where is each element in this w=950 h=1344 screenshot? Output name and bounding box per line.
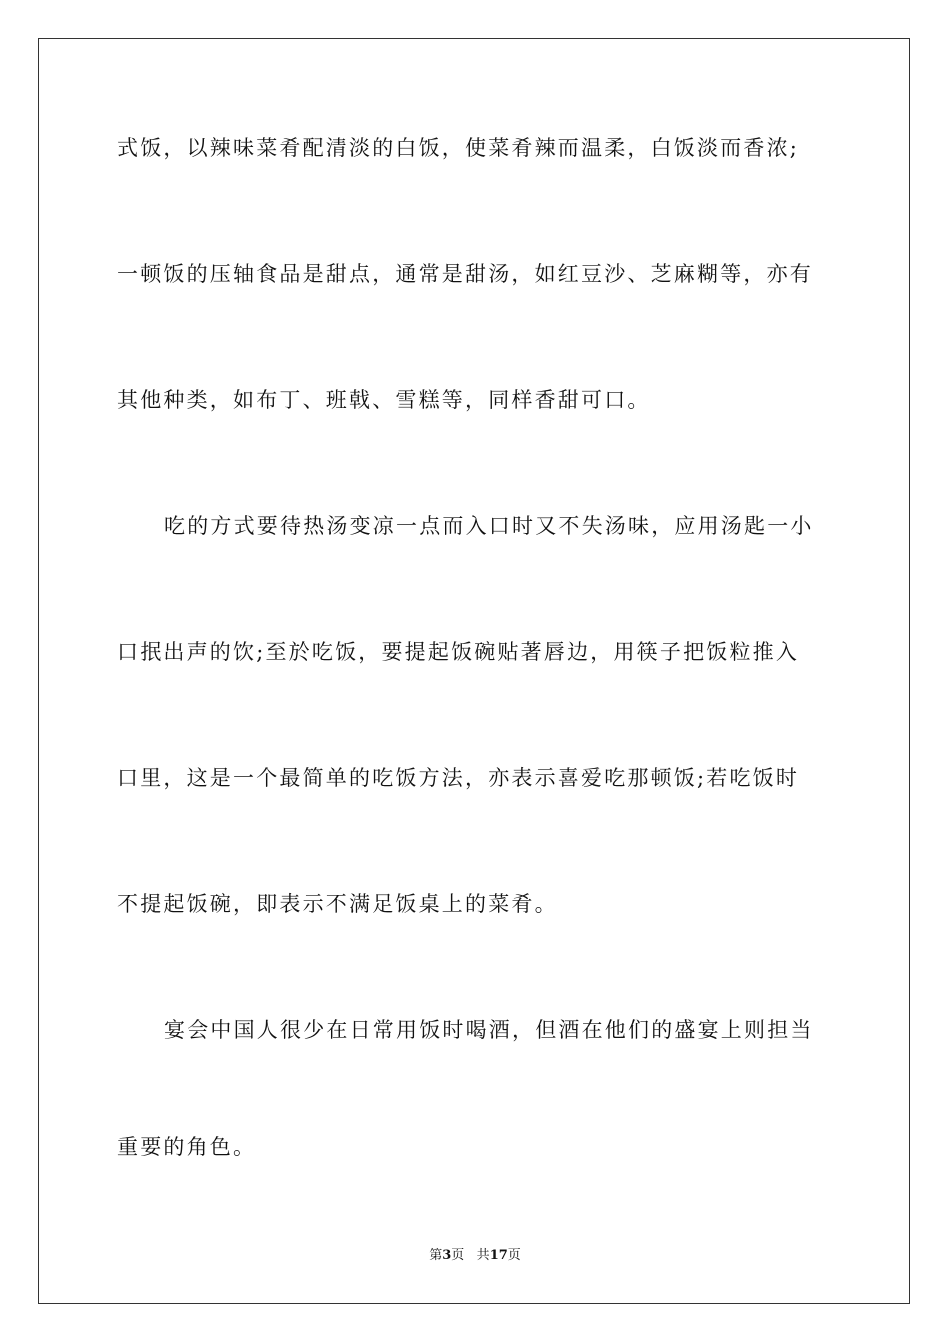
body-text-line: 重要的角色。 <box>117 1135 257 1159</box>
body-text-line: 其他种类，如布丁、班戟、雪糕等，同样香甜可口。 <box>117 388 651 412</box>
body-text-line: 口里，这是一个最简单的吃饭方法，亦表示喜爱吃那顿饭;若吃饭时 <box>117 766 800 790</box>
footer-page-suffix: 页 <box>451 1248 465 1263</box>
body-text-line: 口抿出声的饮;至於吃饭，要提起饭碗贴著唇边，用筷子把饭粒推入 <box>117 640 800 664</box>
body-text-line: 一顿饭的压轴食品是甜点，通常是甜汤，如红豆沙、芝麻糊等，亦有 <box>117 262 813 286</box>
body-text-line: 吃的方式要待热汤变凉一点而入口时又不失汤味，应用汤匙一小 <box>164 514 814 538</box>
footer-total-suffix: 页 <box>507 1248 521 1263</box>
page-border <box>38 38 910 1304</box>
footer-page-prefix: 第 <box>429 1248 443 1263</box>
body-text-line: 宴会中国人很少在日常用饭时喝酒，但酒在他们的盛宴上则担当 <box>164 1018 814 1042</box>
footer-page-number: 3 <box>442 1248 452 1263</box>
footer-total-prefix: 共 <box>476 1248 490 1263</box>
footer-total-pages: 17 <box>489 1248 508 1263</box>
body-text-line: 不提起饭碗，即表示不满足饭桌上的菜肴。 <box>117 892 558 916</box>
page-footer <box>0 1247 950 1265</box>
body-text-line: 式饭，以辣味菜肴配清淡的白饭，使菜肴辣而温柔，白饭淡而香浓; <box>117 136 800 160</box>
